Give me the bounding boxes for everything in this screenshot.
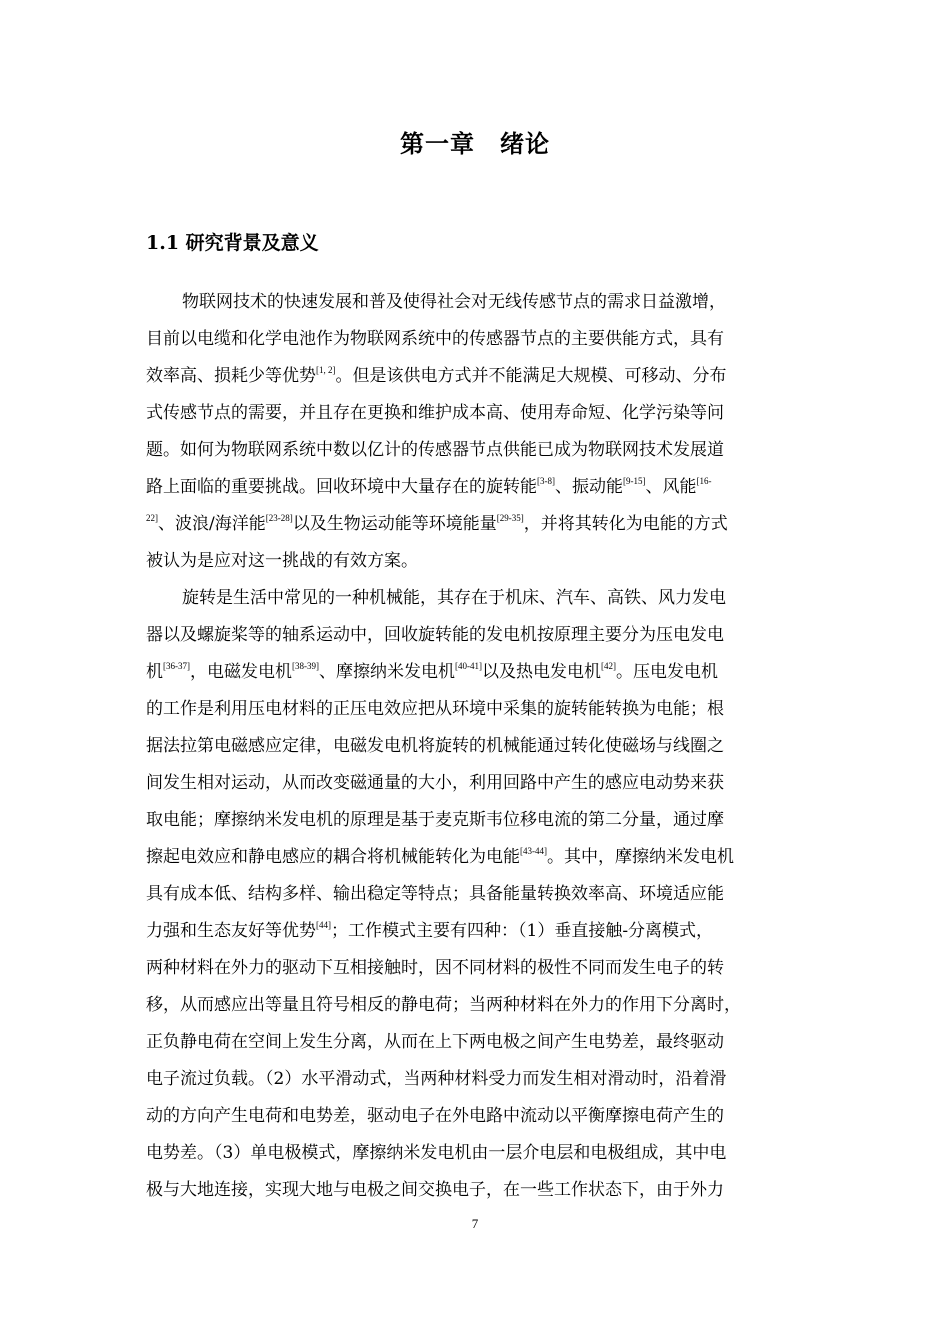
text-run: 取电能；摩擦纳米发电机的原理是基于麦克斯韦位移电流的第二分量，通过摩 [146,810,724,830]
text-run: 器以及螺旋桨等的轴系运动中，回收旋转能的发电机按原理主要分为压电发电 [146,625,724,645]
text-line [146,617,806,654]
text-line [146,802,806,839]
text-run: 。但是该供电方式并不能满足大规模、可移动、分布 [335,366,727,386]
text-run: 动的方向产生电荷和电势差，驱动电子在外电路中流动以平衡摩擦电荷产生的 [146,1106,724,1126]
text-line [146,987,806,1024]
text-line [146,691,806,728]
text-line [146,1135,806,1172]
section-title: 1.1 研究背景及意义 [146,232,319,254]
text-line [146,654,806,691]
citation: [16- [696,476,712,486]
text-run: 以及生物运动能等环境能量 [292,514,497,534]
text-line [146,1172,806,1209]
text-line [146,1024,806,1061]
text-run: 两种材料在外力的驱动下互相接触时，因不同材料的极性不同而发生电子的转 [146,958,724,978]
citation: [40-41] [455,661,482,671]
paragraph [146,580,806,1209]
text-run: ，电磁发电机 [190,662,292,682]
text-line [146,839,806,876]
text-line [146,1061,806,1098]
text-run: 间发生相对运动，从而改变磁通量的大小，利用回路中产生的感应电动势来获 [146,773,724,793]
text-run: ；工作模式主要有四种：（1）垂直接触-分离模式， [331,921,714,941]
text-line [146,432,806,469]
text-run: 、振动能 [555,477,623,497]
citation: [1, 2] [316,365,336,375]
text-run: 以及热电发电机 [482,662,601,682]
text-run: 、风能 [645,477,697,497]
text-run: 旋转是生活中常见的一种机械能，其存在于机床、汽车、高铁、风力发电 [182,588,726,608]
text-run: 的工作是利用压电材料的正压电效应把从环境中采集的旋转能转换为电能；根 [146,699,724,719]
text-run: 、摩擦纳米发电机 [319,662,455,682]
text-line [146,321,806,358]
text-run: 移，从而感应出等量且符号相反的静电荷；当两种材料在外力的作用下分离时， [146,995,741,1015]
text-line [146,284,806,321]
citation: [38-39] [292,661,319,671]
text-run: 目前以电缆和化学电池作为物联网系统中的传感器节点的主要供能方式，具有 [146,329,724,349]
text-line [146,580,806,617]
text-line [146,395,806,432]
text-run: 。压电发电机 [616,662,718,682]
text-run: 具有成本低、结构多样、输出稳定等特点；具备能量转换效率高、环境适应能 [146,884,724,904]
text-line [146,876,806,913]
paragraph [146,284,806,580]
citation: [9-15] [623,476,646,486]
text-run: 力强和生态友好等优势 [146,921,316,941]
citation: [43-44] [520,846,547,856]
text-line [146,543,806,580]
citation: [36-37] [163,661,190,671]
text-run: 。其中，摩擦纳米发电机 [547,847,734,867]
text-run: 路上面临的重要挑战。回收环境中大量存在的旋转能 [146,477,537,497]
text-run: 据法拉第电磁感应定律，电磁发电机将旋转的机械能通过转化使磁场与线圈之 [146,736,724,756]
citation: [44] [316,920,331,930]
page-number: 7 [471,1216,479,1231]
chapter-title: 第一章 绪论 [400,129,550,158]
citation: 22] [146,513,158,523]
text-line [146,469,806,506]
text-run: 电子流过负载。（2）水平滑动式，当两种材料受力而发生相对滑动时，沿着滑 [146,1069,727,1089]
text-run: 效率高、损耗少等优势 [146,366,316,386]
citation: [42] [601,661,616,671]
text-line [146,1098,806,1135]
text-run: 、波浪/海洋能 [158,514,266,534]
text-line [146,358,806,395]
citation: [23-28] [265,513,293,523]
citation: [29-35] [496,513,524,523]
text-line [146,765,806,802]
text-line [146,913,806,950]
citation: [3-8] [537,476,555,486]
text-run: 物联网技术的快速发展和普及使得社会对无线传感节点的需求日益激增， [182,292,726,312]
text-run: 极与大地连接，实现大地与电极之间交换电子，在一些工作状态下，由于外力 [146,1180,724,1200]
text-run: ，并将其转化为电能的方式 [523,514,728,534]
text-run: 擦起电效应和静电感应的耦合将机械能转化为电能 [146,847,520,867]
text-run: 电势差。（3）单电极模式，摩擦纳米发电机由一层介电层和电极组成，其中电 [146,1143,727,1163]
text-run: 题。如何为物联网系统中数以亿计的传感器节点供能已成为物联网技术发展道 [146,440,724,460]
body-text [146,284,806,1209]
text-run: 正负静电荷在空间上发生分离，从而在上下两电极之间产生电势差，最终驱动 [146,1032,724,1052]
text-line [146,728,806,765]
text-run: 被认为是应对这一挑战的有效方案。 [146,551,418,571]
text-run: 式传感节点的需要，并且存在更换和维护成本高、使用寿命短、化学污染等问 [146,403,724,423]
text-line [146,950,806,987]
text-run: 机 [146,662,163,682]
text-line [146,506,806,543]
